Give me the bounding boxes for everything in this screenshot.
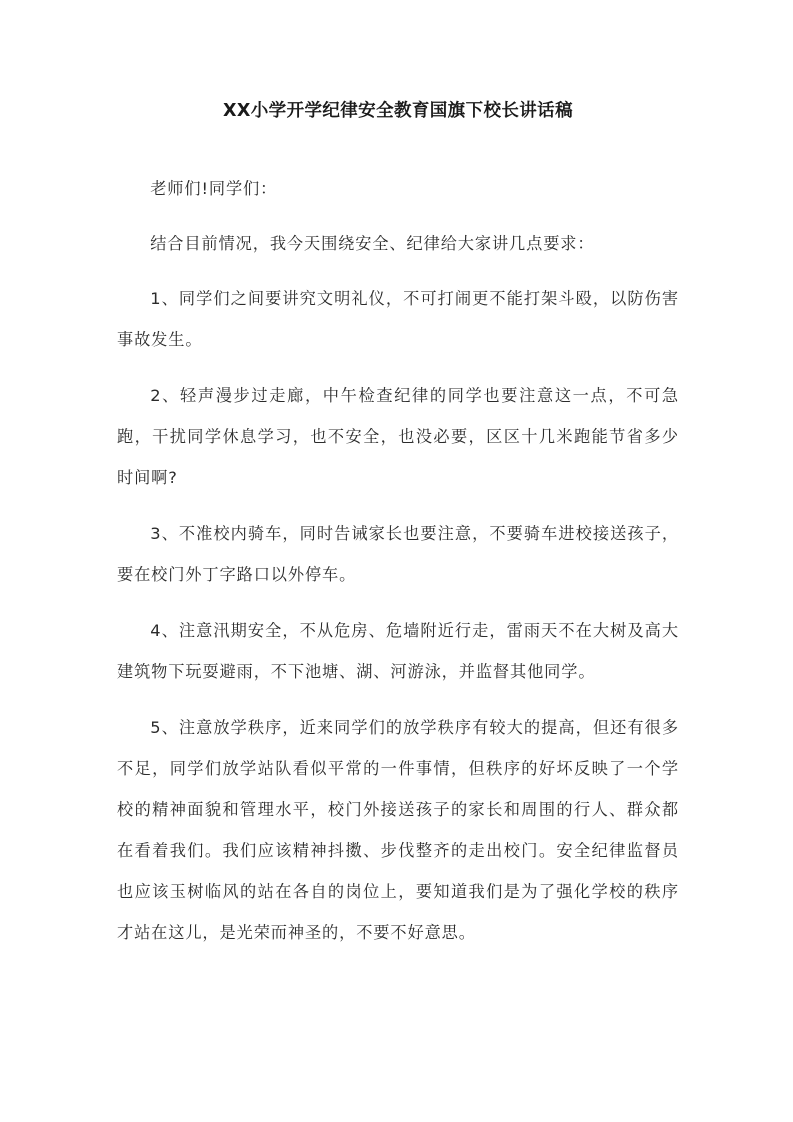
page-title: XX小学开学纪律安全教育国旗下校长讲话稿 — [223, 101, 573, 121]
paragraph-spacer — [117, 595, 679, 610]
list-item-4: 4、注意汛期安全，不从危房、危墙附近行走，雷雨天不在大树及高大建筑物下玩耍避雨，不下池塘、湖、河游泳，并监督其他同学。 — [117, 621, 679, 681]
list-item-2: 2、轻声漫步过走廊，中午检查纪律的同学也要注意这一点，不可急跑，干扰同学休息学习，也不安全，也没必要，区区十几米跑能节省多少时间啊? — [117, 386, 679, 487]
list-item-3: 3、不准校内骑车，同时告诫家长也要注意，不要骑车进校接送孩子，要在校门外丁字路口以外停车。 — [117, 524, 679, 584]
document-body — [117, 96, 679, 953]
paragraph-spacer — [117, 264, 679, 278]
list-item-1: 1、同学们之间要讲究文明礼仪，不可打闹更不能打架斗殴，以防伤害事故发生。 — [117, 289, 679, 349]
title-spacer — [117, 126, 679, 168]
paragraph-spacer — [117, 692, 679, 707]
paragraph-spacer — [117, 209, 679, 223]
list-item-5: 5、注意放学秩序，近来同学们的放学秩序有较大的提高，但还有很多不足，同学们放学站队看似平常的一件事情，但秩序的好坏反映了一个学校的精神面貌和管理水平，校门外接送孩子的家长和周围的行人、群众都在看着我们。我们应该精神抖擞、步伐整齐的走出校门。安全纪律监督员也应该玉树临风的站在各自的岗位上，要知道我们是为了强化学校的秩序才站在这儿，是光荣而神圣的，不要不好意思。 — [117, 718, 679, 942]
salutation-paragraph: 老师们!同学们： — [150, 179, 278, 198]
paragraph-spacer — [117, 360, 679, 375]
intro-paragraph: 结合目前情况，我今天围绕安全、纪律给大家讲几点要求： — [150, 234, 595, 253]
paragraph-spacer — [117, 498, 679, 513]
